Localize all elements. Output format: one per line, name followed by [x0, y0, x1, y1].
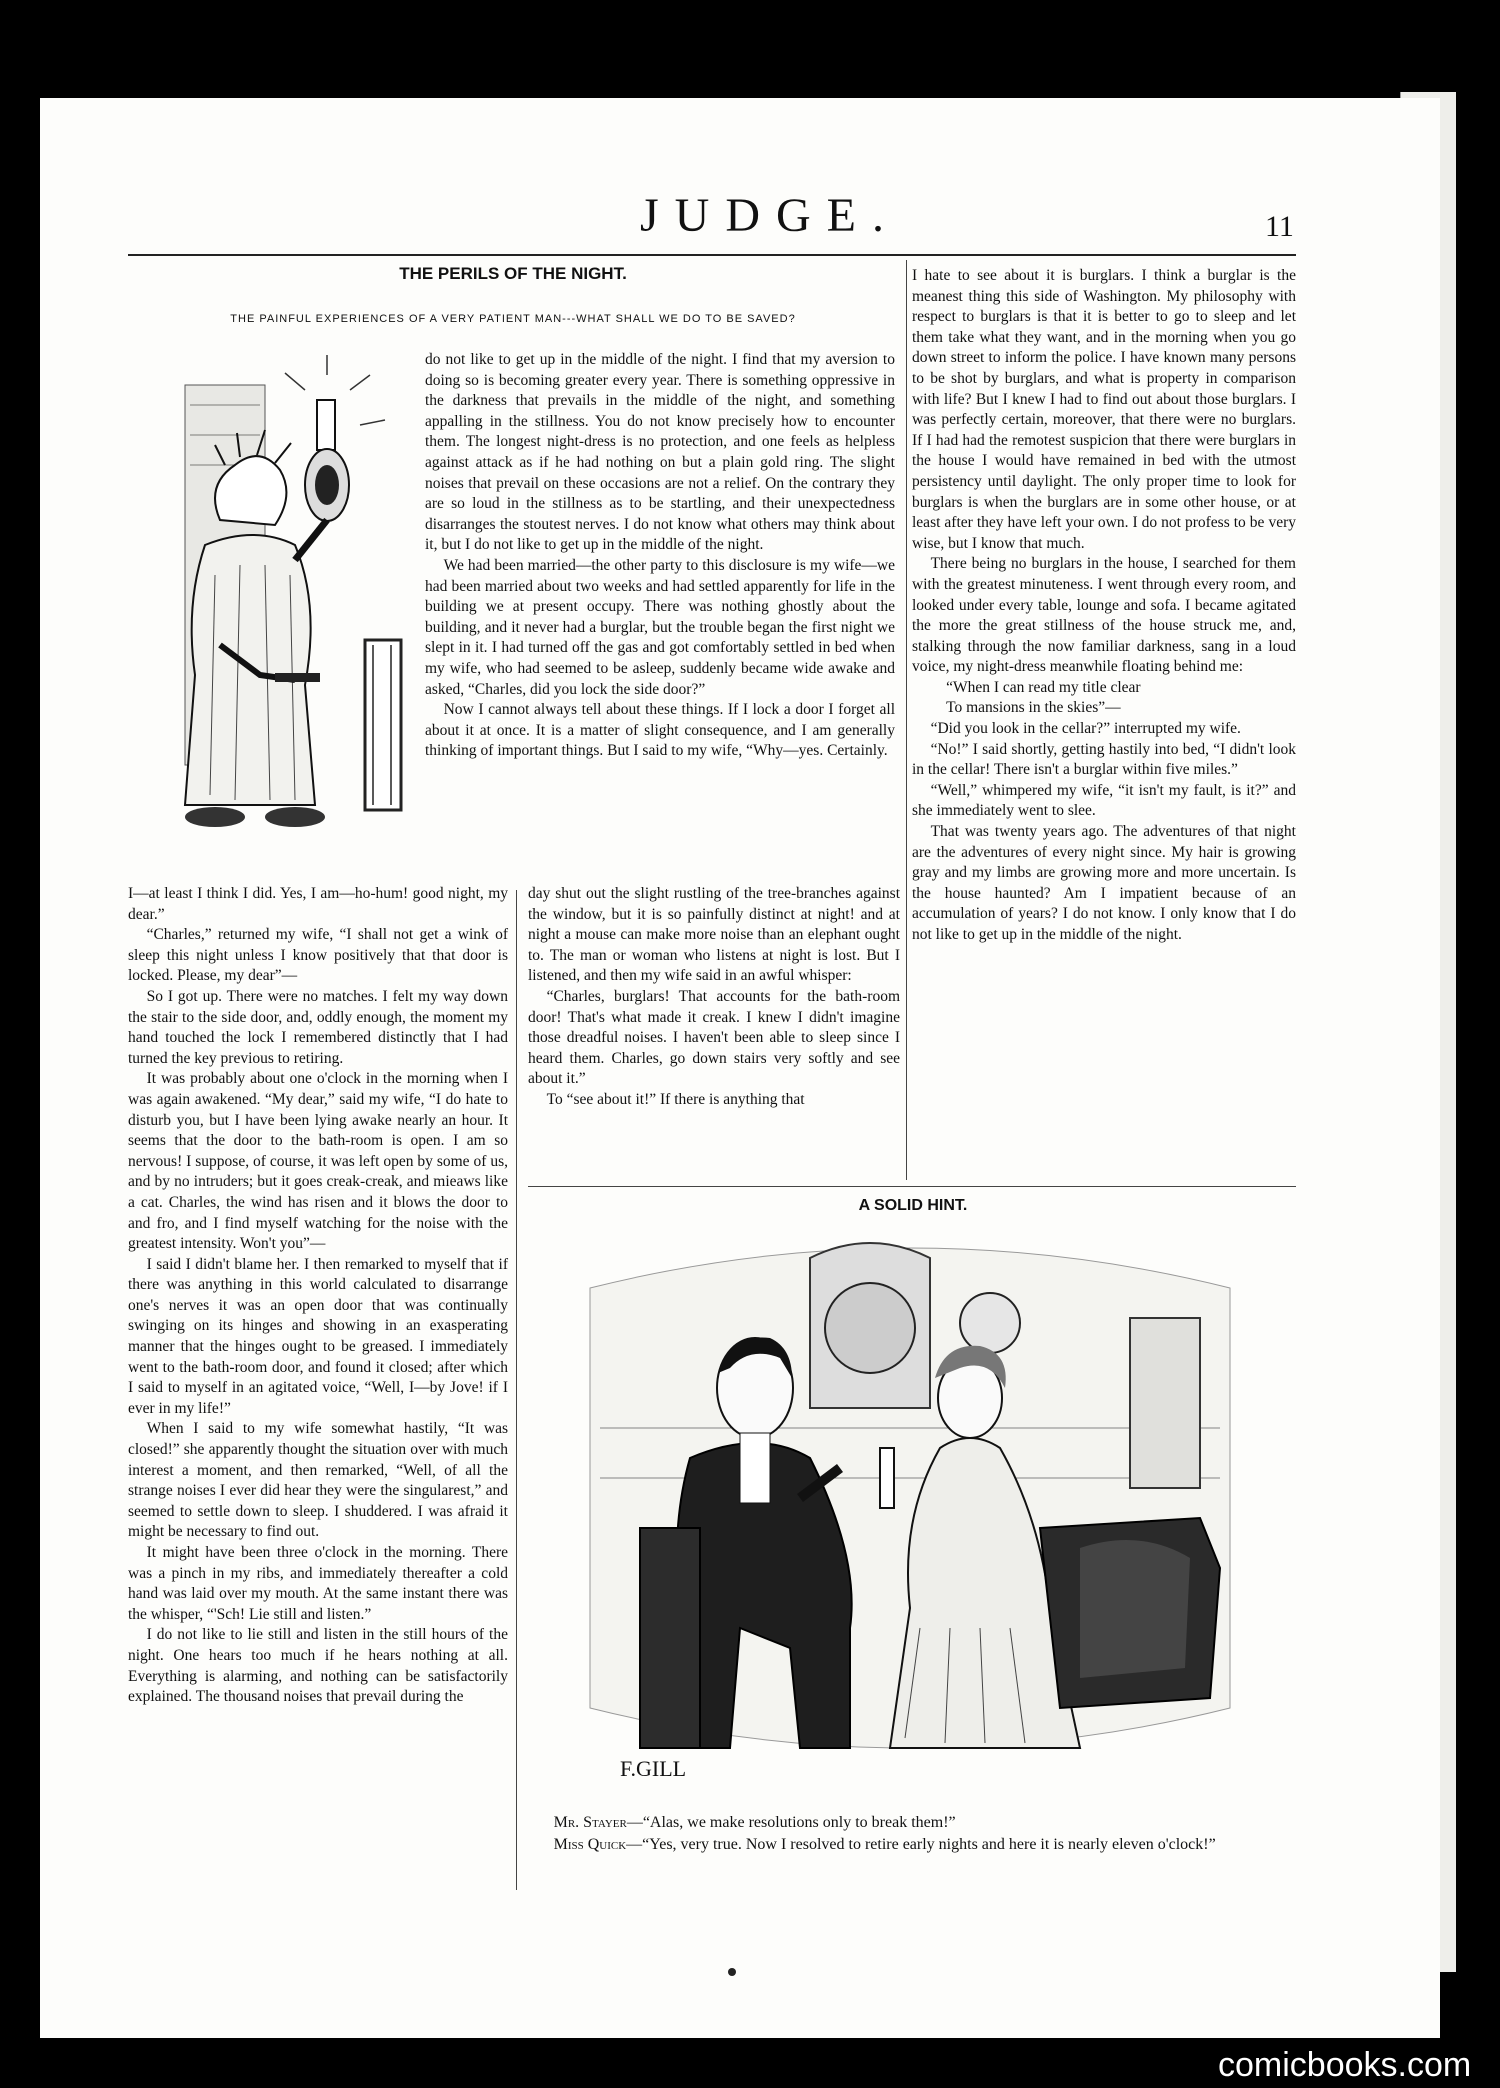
caption-text: —“Yes, very true. Now I resolved to retire early nights and here it is nearly eleven o'clock!”	[626, 1836, 1216, 1853]
article-subtitle: THE PAINFUL EXPERIENCES OF A VERY PATIENT MAN---WHAT SHALL WE DO TO BE SAVED?	[230, 313, 796, 325]
paragraph: day shut out the slight rustling of the tree-branches against the window, but it is so painfully distinct at night! and at night a mouse can make more noise than an elephant ought to. The man or woman who listens at night is lost. But I listened, and then my wife said in an awful whisper:	[528, 885, 900, 985]
article-column-right	[912, 266, 1296, 946]
caption-line	[528, 1812, 1296, 1834]
artist-signature: F.GILL	[620, 1756, 687, 1781]
paragraph: “Well,” whimpered my wife, “it isn't my fault, is it?” and she immediately went to slee.	[912, 781, 1296, 820]
paragraph: That was twenty years ago. The adventures of that night are the adventures of every night since. My hair is growing gray and my limbs are growing more and more uncertain. Is the house haunted? Am I impatient because of an accumulation of years? I do not know. I only know that I do not like to get up in the middle of the night.	[912, 823, 1296, 943]
paragraph: I said I didn't blame her. I then remarked to myself that if there was anything in this world calculated to disarrange one's nerves it was an open door that was continually swinging on its hinges and showing in an exasperating manner that the hinges ought to be greased. I immediately went to the bath-room door, and found it closed; after which I said to myself in an agitated voice, “Well, I—by Jove! if I ever in my life!”	[128, 1255, 508, 1417]
paragraph: I hate to see about it is burglars. I think a burglar is the meanest thing this side of Washington. My philosophy with respect to burglars is that it is better to go to sleep and let them take what they want, and in the morning when you go down street to inform the police. I have known many persons to be shot by burglars, and what is property in comparison with life? But I knew I had to find out about those burglars. I was perfectly certain, moreover, that there were no burglars. If I had had the remotest suspicion that there were burglars in the house I would have remained in bed with the utmost persistency until daylight. The only proper time to look for burglars is when the burglars are in some other house, or at least after they have left your own. I do not profess to be very wise, but I know that much.	[912, 267, 1296, 552]
cartoon-rule	[528, 1186, 1296, 1187]
article-column-left	[128, 884, 508, 1708]
caption-line	[528, 1834, 1296, 1856]
article-column-top	[425, 350, 895, 762]
cartoon-title: A SOLID HINT.	[858, 1197, 968, 1214]
speaker-name: Miss Quick	[553, 1836, 627, 1853]
paragraph: I do not like to lie still and listen in the still hours of the night. One hears too much if he hears nothing at all. Everything is alarming, and nothing can be satisfactorily explained. The thousand noises that prevail during the	[128, 1626, 508, 1706]
article-title: THE PERILS OF THE NIGHT.	[399, 264, 627, 283]
masthead: JUDGE.	[640, 189, 900, 242]
watermark: comicbooks.com	[1218, 2046, 1472, 2084]
speaker-name: Mr. Stayer	[553, 1814, 627, 1831]
parlor-cartoon-illustration	[560, 1228, 1260, 1798]
header-rule	[128, 254, 1296, 256]
column-divider	[906, 260, 907, 1180]
paragraph: It might have been three o'clock in the morning. There was a pinch in my ribs, and immediately thereafter a cold hand was laid over my mouth. At the same instant there was the whisper, “'Sch! Lie still and listen.”	[128, 1544, 508, 1623]
paragraph: “No!” I said shortly, getting hastily into bed, “I didn't look in the cellar! There isn't a burglar within five miles.”	[912, 740, 1296, 779]
paragraph: Now I cannot always tell about these things. If I lock a door I forget all about it at once. It is a matter of slight consequence, and I am generally thinking of important things. But I said to my wife, “Why—yes. Certainly.	[425, 701, 895, 760]
paragraph: There being no burglars in the house, I searched for them with the greatest minuteness. I went through every room, and looked under every table, lounge and sofa. I became agitated the more the great stillness of the house struck me, and, stalking through the now familiar darkness, sang in a loud voice, my night-dress meanwhile floating behind me:	[912, 555, 1296, 676]
verse-line: “When I can read my title clear	[946, 678, 1141, 696]
page-number: 11	[1265, 210, 1294, 243]
caption-text: —“Alas, we make resolutions only to break them!”	[626, 1814, 956, 1831]
paragraph: “Charles,” returned my wife, “I shall not get a wink of sleep this night unless I know positively that that door is locked. Please, my dear”—	[128, 926, 508, 985]
binding-hole	[728, 1968, 736, 1976]
verse-line: To mansions in the skies”—	[946, 699, 1121, 717]
paragraph: do not like to get up in the middle of the night. I find that my aversion to doing so is becoming greater every year. There is something oppressive in the darkness that prevails in the middle of the night, and something appalling in the stillness. You do not know precisely how to encounter them. The longest night-dress is no protection, and one feels as helpless against attack as if he had nothing on but a plain gold ring. The slight noises that prevail on these occasions are not a relief. On the contrary they are so loud in the stillness as to be startling, and their unexpectedness disarranges the stoutest nerves. I do not know what others may think about it, but I do not like to get up in the middle of the night.	[425, 351, 895, 554]
paragraph: “Charles, burglars! That accounts for the bath-room door! That's what made it creak. I knew I didn't imagine those dreadful noises. I haven't been able to sleep since I heard them. Charles, go down stairs very softly and see about it.”	[528, 987, 900, 1088]
paragraph: I—at least I think I did. Yes, I am—ho-hum! good night, my dear.”	[128, 885, 508, 923]
paragraph: To “see about it!” If there is anything that	[546, 1090, 805, 1108]
paragraph: When I said to my wife somewhat hastily, “It was closed!” she apparently thought the situation over with much interest a moment, and then remarked, “Well, of all the strange noises I ever did hear they were the singularest,” and seemed to settle down to sleep. I shuddered. I was afraid it might be necessary to find out.	[128, 1420, 508, 1541]
man-with-lamp-illustration	[145, 345, 415, 855]
paragraph: “Did you look in the cellar?” interrupted my wife.	[930, 720, 1241, 738]
paragraph: We had been married—the other party to this disclosure is my wife—we had been married about two weeks and had settled apparently for life in the building we at present occupy. There was nothing ghostly about the building, and it never had a burglar, but the trouble began the first night we slept in it. I had turned off the gas and got comfortably settled in bed when my wife, who had seemed to be asleep, suddenly became wide awake and asked, “Charles, did you lock the side door?”	[425, 556, 895, 698]
paragraph: It was probably about one o'clock in the morning when I was again awakened. “My dear,” said my wife, “I do hate to disturb you, but I have been lying awake nearly an hour. It seems that the door to the bath-room is open. I am so nervous! I suppose, of course, it was left open by some of us, and by no intruders; but it goes creak-creak, and mieaws like a cat. Charles, the wind has risen and it blows the door to and fro, and I find myself watching for the noise with the greatest intensity. Won't you”—	[128, 1070, 508, 1253]
article-column-middle	[528, 884, 900, 1111]
paragraph: So I got up. There were no matches. I felt my way down the stair to the side door, and, oddly enough, the moment my hand touched the lock I remembered distinctly that I had turned the key previous to retiring.	[128, 987, 508, 1067]
cartoon-caption	[528, 1812, 1296, 1856]
column-divider	[516, 890, 517, 1890]
